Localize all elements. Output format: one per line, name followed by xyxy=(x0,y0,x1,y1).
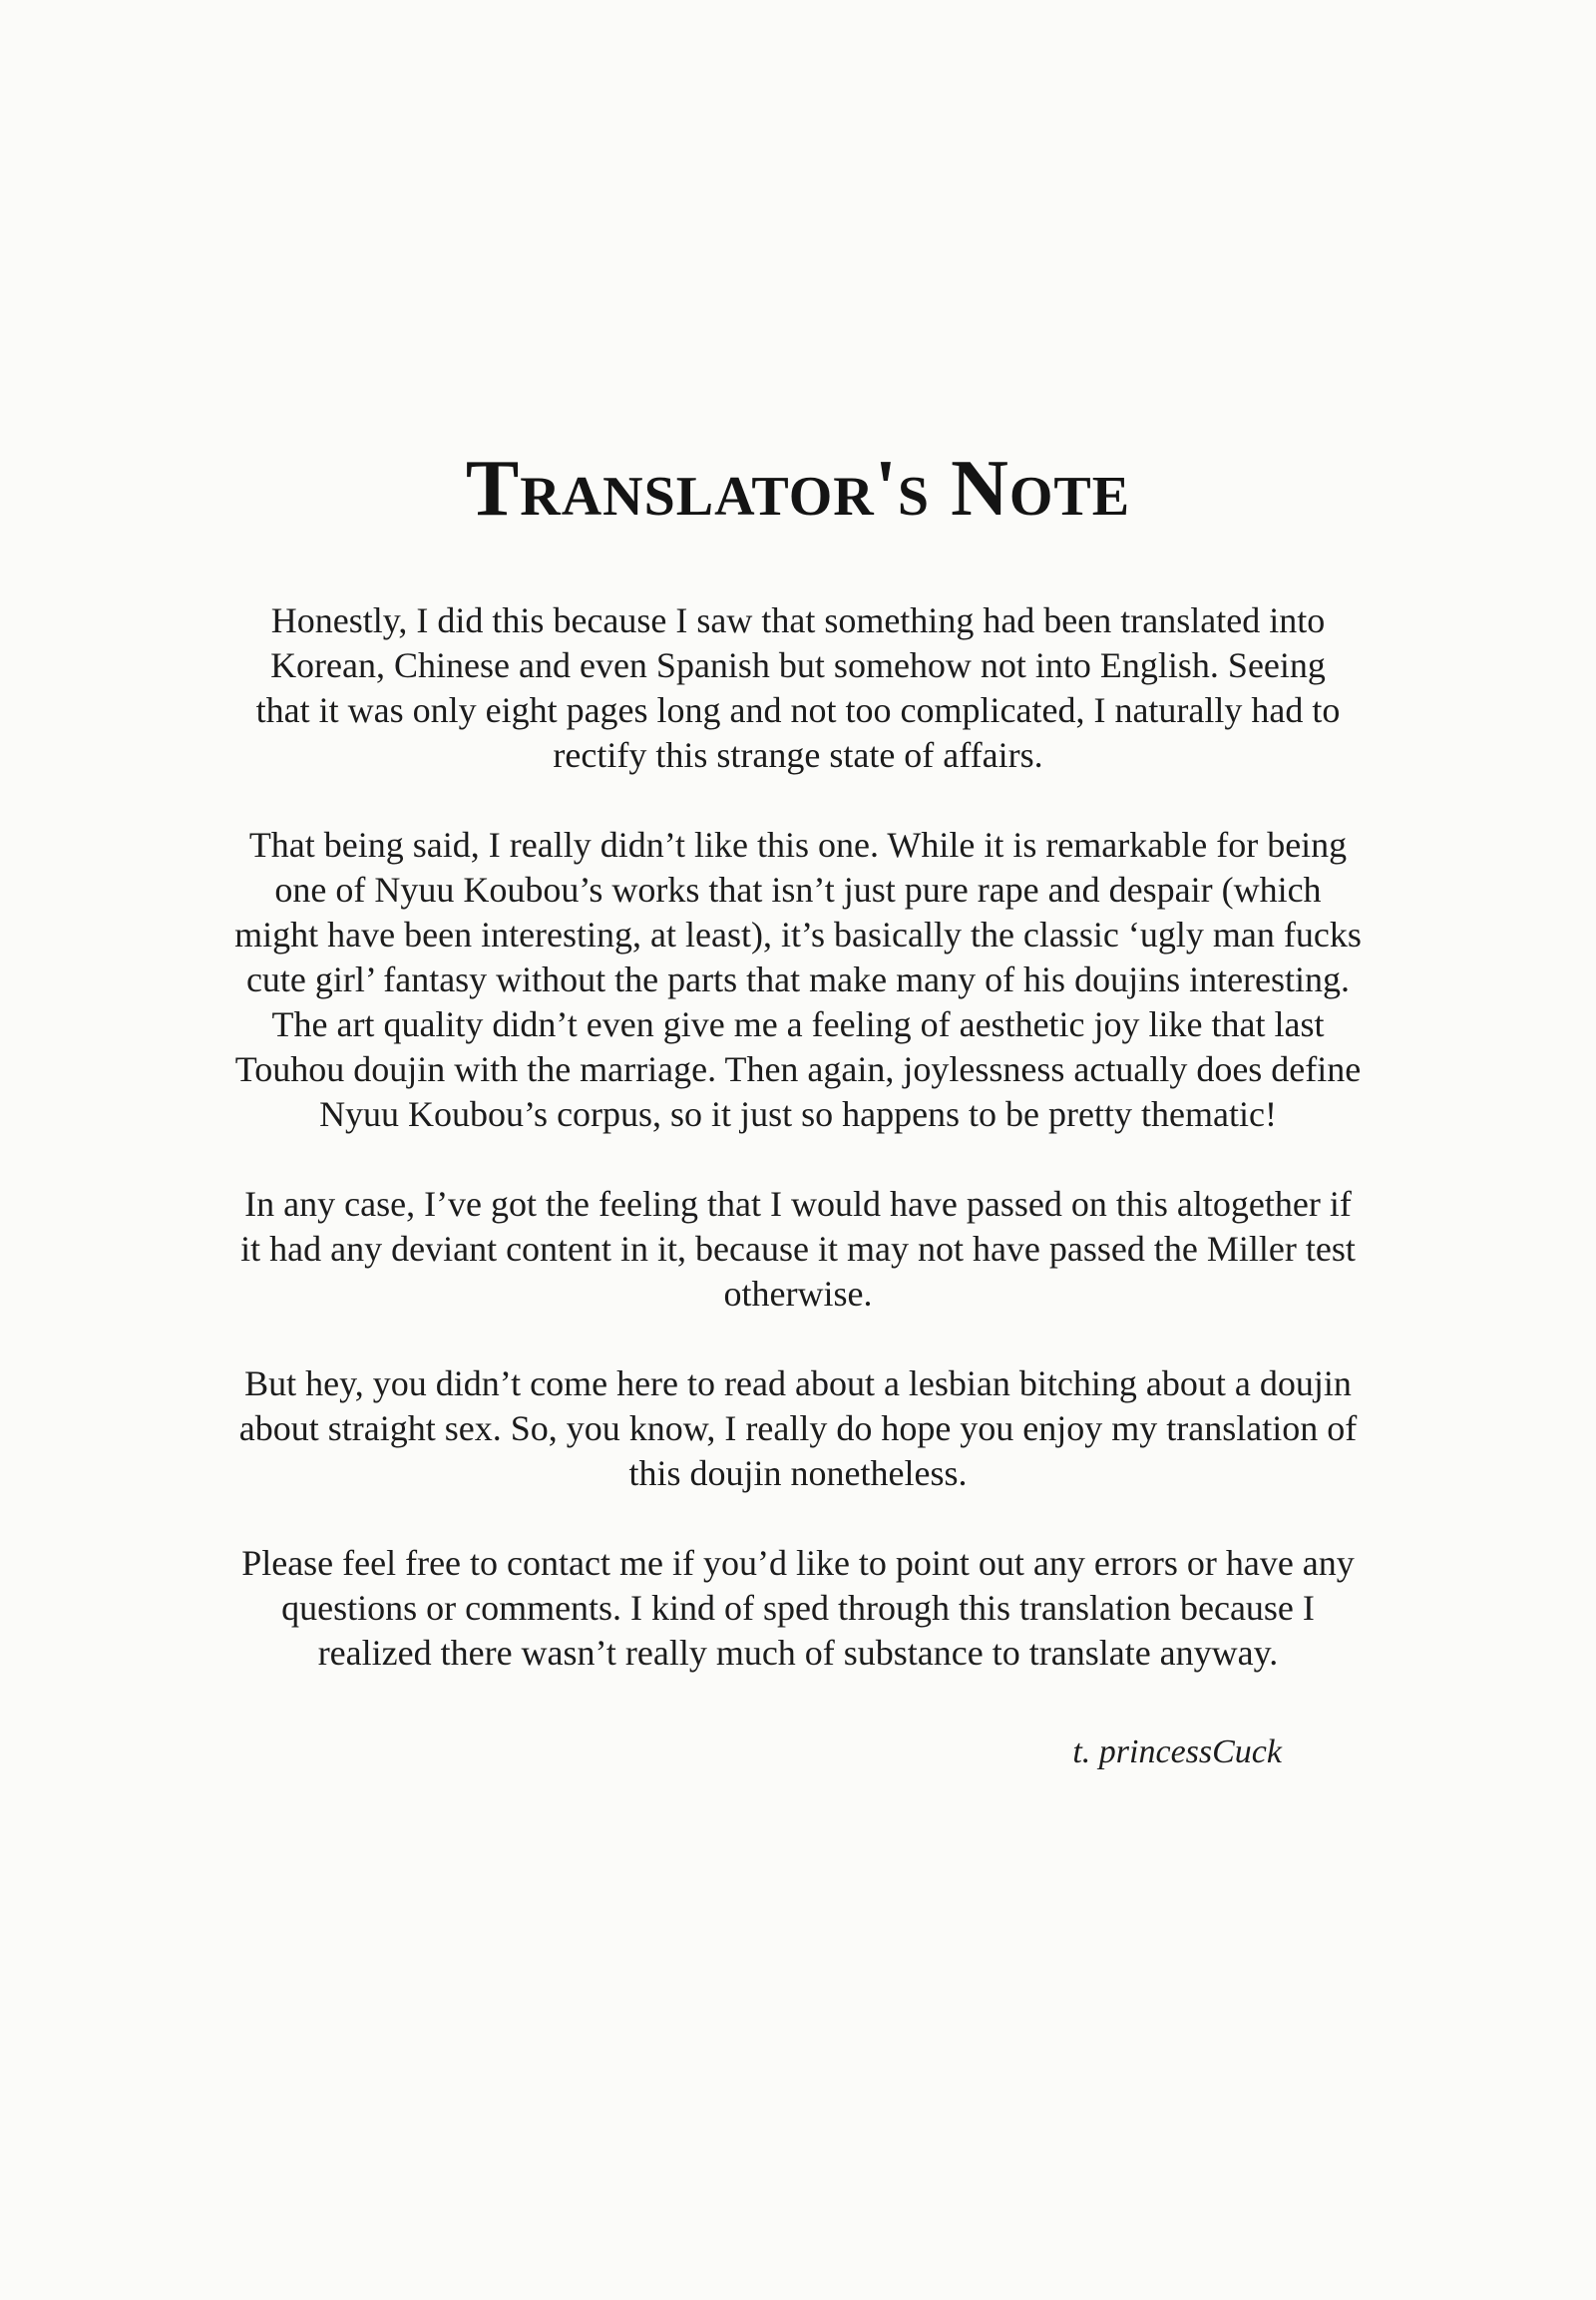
text-line: realized there wasn’t really much of substance to translate anyway. xyxy=(317,1633,1279,1673)
text-line: that it was only eight pages long and not too complicated, I naturally had to xyxy=(255,690,1341,730)
page-title: Translator's Note xyxy=(465,445,1131,533)
text-line: In any case, I’ve got the feeling that I would have passed on this altogether if xyxy=(244,1184,1352,1224)
paragraph-4 xyxy=(190,1361,1406,1496)
text-line: Please feel free to contact me if you’d like to point out any errors or have any xyxy=(241,1543,1355,1583)
paragraph-3 xyxy=(190,1182,1406,1317)
paragraph-1 xyxy=(190,598,1406,778)
text-line: questions or comments. I kind of sped through this translation because I xyxy=(281,1588,1315,1628)
text-line: Nyuu Koubou’s corpus, so it just so happens to be pretty thematic! xyxy=(319,1094,1277,1134)
text-line: otherwise. xyxy=(723,1274,873,1314)
text-line: The art quality didn’t even give me a feeling of aesthetic joy like that last xyxy=(271,1004,1325,1044)
paragraph-5 xyxy=(190,1541,1406,1676)
text-line: rectify this strange state of affairs. xyxy=(553,735,1043,775)
text-line: That being said, I really didn’t like this one. While it is remarkable for being xyxy=(248,825,1348,865)
text-line: it had any deviant content in it, because it may not have passed the Miller test xyxy=(240,1229,1356,1269)
text-line: Touhou doujin with the marriage. Then again, joylessness actually does define xyxy=(234,1049,1362,1089)
translator-signature: t. princessCuck xyxy=(1072,1733,1282,1770)
text-line: this doujin nonetheless. xyxy=(628,1453,968,1493)
text-line: Honestly, I did this because I saw that something had been translated into xyxy=(270,600,1326,640)
paragraph-2 xyxy=(190,823,1406,1137)
text-line: Korean, Chinese and even Spanish but somehow not into English. Seeing xyxy=(270,645,1326,685)
text-line: about straight sex. So, you know, I really do hope you enjoy my translation of xyxy=(238,1408,1358,1448)
text-line: cute girl’ fantasy without the parts that make many of his doujins interesting. xyxy=(245,959,1351,999)
note-body xyxy=(190,598,1406,1721)
text-line: But hey, you didn’t come here to read about a lesbian bitching about a doujin xyxy=(244,1363,1352,1403)
text-line: might have been interesting, at least), it’s basically the classic ‘ugly man fucks xyxy=(234,915,1362,955)
text-line: one of Nyuu Koubou’s works that isn’t just pure rape and despair (which xyxy=(274,870,1322,910)
